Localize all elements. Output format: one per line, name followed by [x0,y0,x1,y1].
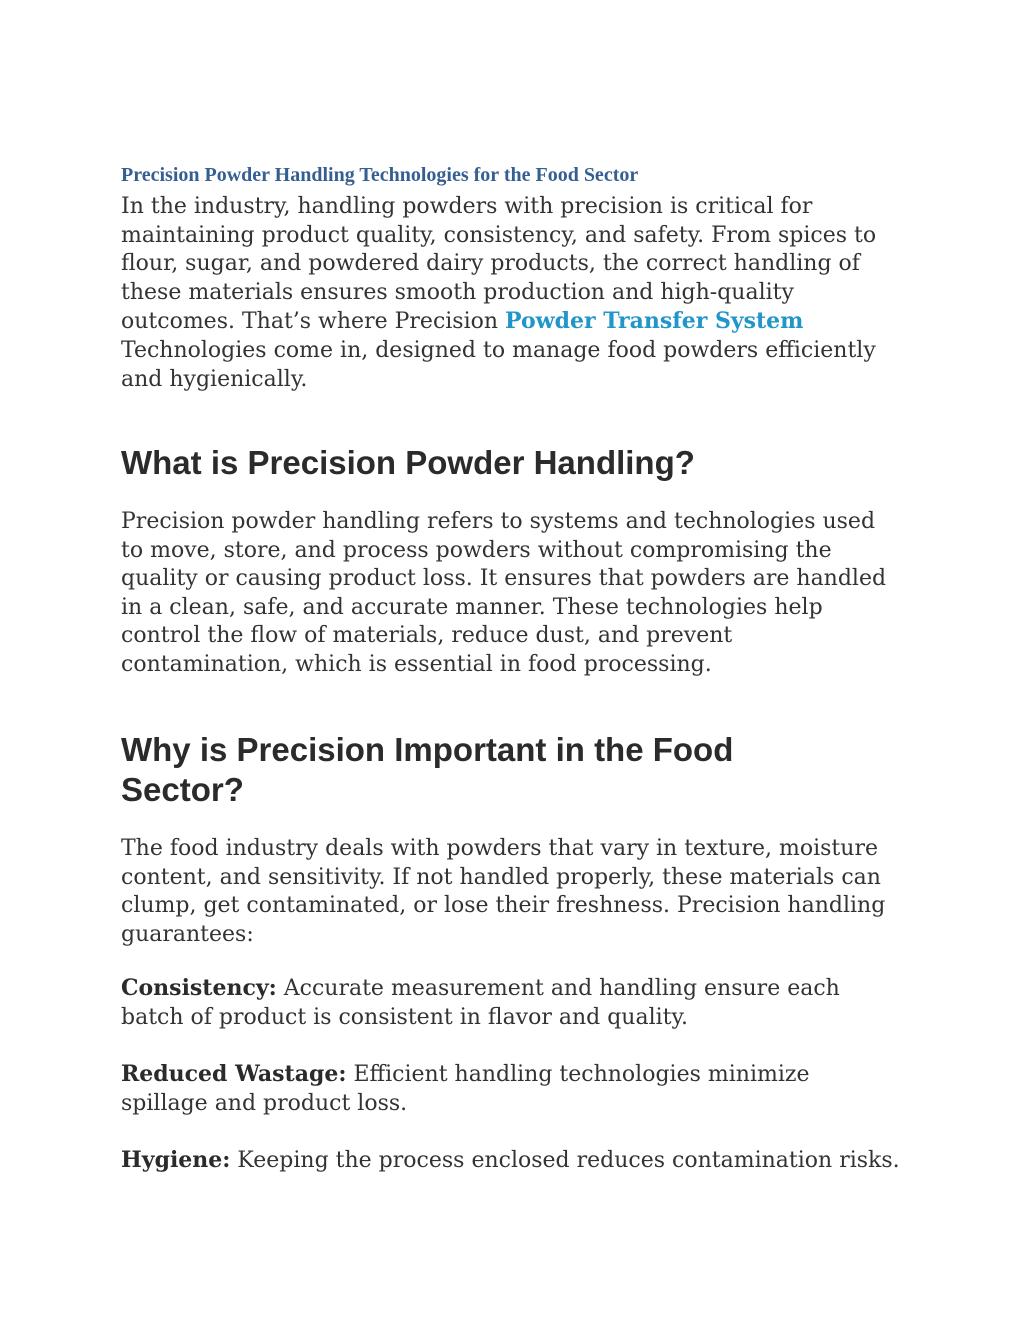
intro-text-before-link: In the industry, handling powders with precision is critical for maintaining product quality, consistency, and safety. From spices to flour, sugar, and powdered dairy products, the correct handling of these materials ensures smooth production and high-quality outcomes. That’s where Precision [121,194,877,335]
section-paragraph-what-is: Precision powder handling refers to systems and technologies used to move, store, and process powders without compromising the quality or causing product loss. It ensures that powders are handled in a clean, safe, and accurate manner. These technologies help control the flow of materials, reduce dust, and prevent contamination, which is essential in food processing. [121,509,887,677]
section-heading-what-is: What is Precision Powder Handling? [121,444,695,481]
section-paragraph-why-important: The food industry deals with powders that vary in texture, moisture content, and sensitivity. If not handled properly, these materials can clump, get contaminated, or lose their freshness. Precision handling guarantees: [121,836,886,947]
guarantee-label: Reduced Wastage: [121,1061,347,1087]
guarantee-label: Hygiene: [121,1147,231,1173]
guarantee-item-consistency [121,974,881,1032]
intro-text-after-link: Technologies come in, designed to manage food powders efficiently and hygienically. [121,337,876,392]
intro-paragraph [121,193,881,394]
guarantee-item-reduced-wastage [121,1060,881,1118]
guarantee-text: Accurate measurement and handling ensure each batch of product is consistent in flavor and quality. [121,976,840,1030]
powder-transfer-system-link[interactable]: Powder Transfer System [505,308,804,335]
guarantee-label: Consistency: [121,975,277,1001]
document-title: Precision Powder Handling Technologies for the Food Sector [121,164,639,186]
guarantee-text: Efficient handling technologies minimize spillage and product loss. [121,1062,810,1116]
section-heading-why-important: Why is Precision Important in the Food Sector? [121,731,734,808]
guarantee-item-hygiene [121,1146,911,1176]
guarantee-text: Keeping the process enclosed reduces contamination risks. [230,1148,900,1173]
